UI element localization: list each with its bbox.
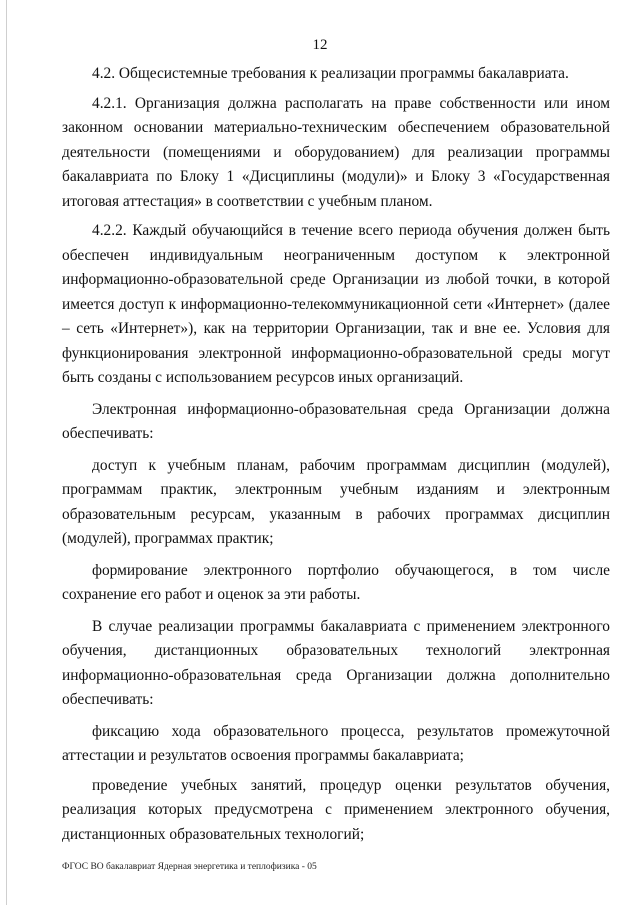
page-footer: ФГОС ВО бакалавриат Ядерная энергетика и теплофизика - 05 <box>62 862 317 872</box>
paragraph-classes-list-item: проведение учебных занятий, процедур оценки результатов обучения, реализация которых предусмотрена с применением электронного обучения, дистанционных образовательных технологий; <box>62 776 610 843</box>
scan-edge-line <box>6 0 7 905</box>
paragraph-4-2-heading: 4.2. Общесистемные требования к реализации программы бакалавриата. <box>92 65 569 82</box>
page-number: 12 <box>312 37 328 53</box>
paragraph-eios-intro: Электронная информационно-образовательная среда Организации должна обеспечивать: <box>62 400 610 442</box>
paragraph-portfolio-list-item: формирование электронного портфолио обучающегося, в том числе сохранение его работ и оценок за эти работы. <box>62 561 610 603</box>
paragraph-4-2-2: 4.2.2. Каждый обучающийся в течение всего периода обучения должен быть обеспечен индивидуальным неограниченным доступом к электронной информационно-образовательной среде Организации из любой точки, в которой имеется доступ к информационно-телекоммуникационной сети «Интернет» (далее – сеть «Интернет»), как на территории Организации, так и вне ее. Условия для функционирования электронной информационно-образовательной среды могут быть созданы с использованием ресурсов иных организаций. <box>62 222 610 386</box>
paragraph-access-list-item: доступ к учебным планам, рабочим программам дисциплин (модулей), программам практик, электронным учебным изданиям и электронным образовательным ресурсам, указанным в рабочих программах дисциплин (модулей), программах практик; <box>62 456 610 547</box>
paragraph-4-2-1: 4.2.1. Организация должна располагать на праве собственности или ином законном основании материально-техническим обеспечением образовательной деятельности (помещениями и оборудованием) для реализации программы бакалавриата по Блоку 1 «Дисциплины (модули)» и Блоку 3 «Государственная итоговая аттестация» в соответствии с учебным планом. <box>62 94 610 210</box>
paragraph-e-learning-condition: В случае реализации программы бакалавриата с применением электронного обучения, дистанционных образовательных технологий электронная информационно-образовательная среда Организации должна дополнительно обеспечивать: <box>62 617 610 708</box>
document-body <box>62 62 610 852</box>
paragraph-fixation-list-item: фиксацию хода образовательного процесса, результатов промежуточной аттестации и результатов освоения программы бакалавриата; <box>62 722 610 764</box>
